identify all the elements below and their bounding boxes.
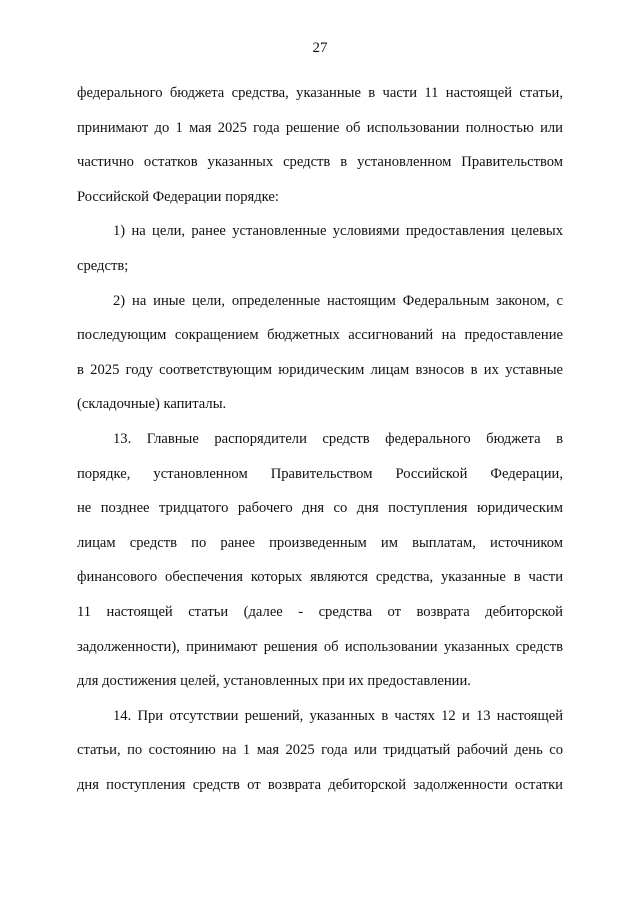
text-line: дня поступления средств от возврата дебиторской задолженности остатки xyxy=(77,776,563,793)
document-body xyxy=(77,76,563,802)
text-line: федерального бюджета средства, указанные в части 11 настоящей статьи, xyxy=(77,85,563,101)
text-line: финансового обеспечения которых являются средства, указанные в части xyxy=(77,569,563,586)
text-line: (складочные) капиталы. xyxy=(77,396,227,413)
text-line: последующим сокращением бюджетных ассигнований на предоставление xyxy=(77,327,563,344)
text-line: 13. Главные распорядители средств федерального бюджета в xyxy=(113,430,563,447)
text-line: статьи, по состоянию на 1 мая 2025 года или тридцатый рабочий день со xyxy=(77,742,563,759)
page-number: 27 xyxy=(312,40,328,56)
text-line: 1) на цели, ранее установленные условиями предоставления целевых xyxy=(113,223,563,240)
text-line: для достижения целей, установленных при их предоставлении. xyxy=(77,673,471,690)
text-line: задолженности), принимают решения об использовании указанных средств xyxy=(77,638,563,655)
text-line: в 2025 году соответствующим юридическим лицам взносов в их уставные xyxy=(77,361,563,378)
text-line: лицам средств по ранее произведенным им выплатам, источником xyxy=(77,534,563,551)
text-line: принимают до 1 мая 2025 года решение об использовании полностью или xyxy=(77,119,563,136)
text-line: частично остатков указанных средств в установленном Правительством xyxy=(77,154,563,171)
text-line: порядке, установленном Правительством Российской Федерации, xyxy=(77,465,563,482)
text-line: Российской Федерации порядке: xyxy=(77,188,279,205)
text-line: средств; xyxy=(77,257,129,274)
text-line: 14. При отсутствии решений, указанных в частях 12 и 13 настоящей xyxy=(113,707,563,724)
text-line: 11 настоящей статьи (далее - средства от возврата дебиторской xyxy=(77,603,563,620)
text-line: не позднее тридцатого рабочего дня со дня поступления юридическим xyxy=(77,500,563,517)
text-line: 2) на иные цели, определенные настоящим Федеральным законом, с xyxy=(113,292,563,309)
